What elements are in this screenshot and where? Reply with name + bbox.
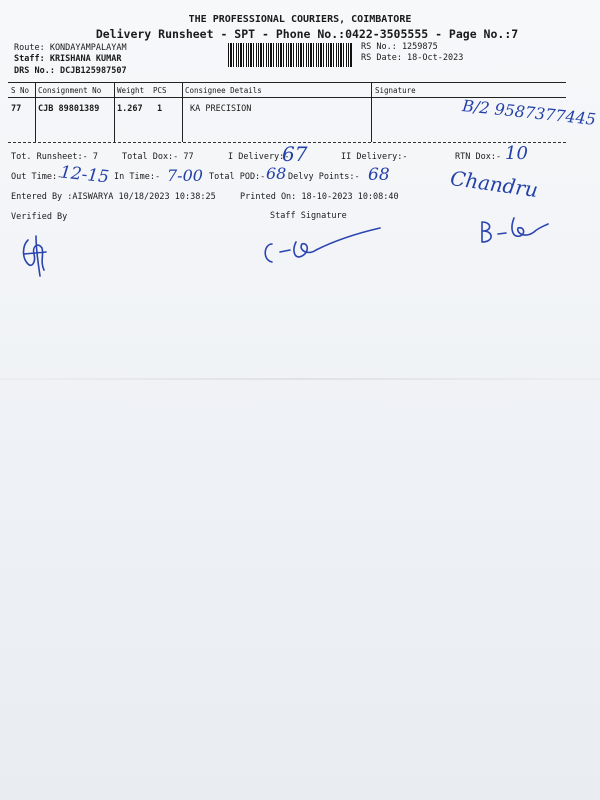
- handwritten-receiver-note: B/2 9587377445: [461, 96, 597, 129]
- barcode: [228, 43, 352, 67]
- total-pod-label: Total POD:-: [209, 172, 266, 182]
- total-pod-value: 68: [266, 164, 287, 183]
- out-time-label: Out Time:-: [11, 172, 63, 182]
- col-divider: [35, 82, 36, 142]
- receiver-signature: [474, 212, 550, 246]
- header-consignment: Consignment No: [38, 86, 102, 95]
- row-weight: 1.267: [117, 104, 143, 114]
- ii-delivery-label: II Delivery:-: [341, 152, 408, 162]
- in-time-label: In Time:-: [114, 172, 161, 182]
- row-consignee: KA PRECISION: [190, 104, 252, 114]
- staff-signature-label: Staff Signature: [270, 211, 347, 221]
- staff-label: Staff: KRISHANA KUMAR: [14, 54, 122, 64]
- company-name: THE PROFESSIONAL COURIERS, COIMBATORE: [188, 14, 412, 25]
- header-weight: Weight: [117, 86, 145, 95]
- delvy-points-label: Delvy Points:-: [288, 172, 360, 182]
- header-pcs: PCS: [153, 86, 167, 95]
- header-consignee: Consignee Details: [185, 86, 262, 95]
- verifier-signature: [18, 232, 52, 278]
- rtn-dox-label: RTN Dox:-: [455, 152, 502, 162]
- rs-number: RS No.: 1259875: [361, 42, 438, 52]
- header-signature: Signature: [375, 86, 416, 95]
- col-divider: [114, 82, 115, 142]
- drs-number: DRS No.: DCJB125987507: [14, 66, 127, 76]
- row-consignment: CJB 89801389: [38, 104, 100, 114]
- row-pcs: 1: [157, 104, 163, 114]
- total-dox: Total Dox:- 77: [122, 152, 194, 162]
- paper-fold: [0, 378, 600, 380]
- handwritten-name: Chandru: [448, 165, 540, 203]
- route-label: Route: KONDAYAMPALAYAM: [14, 43, 127, 53]
- tot-runsheet: Tot. Runsheet:- 7: [11, 152, 98, 162]
- header-sno: S No: [11, 86, 30, 95]
- rs-date: RS Date: 18-Oct-2023: [361, 53, 464, 63]
- entered-by: Entered By :AISWARYA 10/18/2023 10:38:25: [11, 192, 216, 202]
- verified-by-label: Verified By: [11, 212, 68, 222]
- out-time-value: 12-15: [59, 162, 110, 188]
- table-top-rule: [8, 82, 566, 83]
- staff-signature: [258, 220, 384, 266]
- col-divider: [182, 82, 183, 142]
- row-sno: 77: [11, 104, 22, 114]
- in-time-value: 7-00: [167, 166, 203, 185]
- col-divider: [371, 82, 372, 142]
- i-delivery-value: 67: [282, 142, 308, 166]
- delvy-points-value: 68: [368, 165, 390, 185]
- runsheet-title: Delivery Runsheet - SPT - Phone No.:0422-3505555 - Page No.:7: [95, 27, 519, 41]
- printed-on: Printed On: 18-10-2023 10:08:40: [240, 192, 399, 202]
- i-delivery-label: I Delivery:-: [228, 152, 290, 162]
- rtn-dox-value: 10: [505, 143, 528, 164]
